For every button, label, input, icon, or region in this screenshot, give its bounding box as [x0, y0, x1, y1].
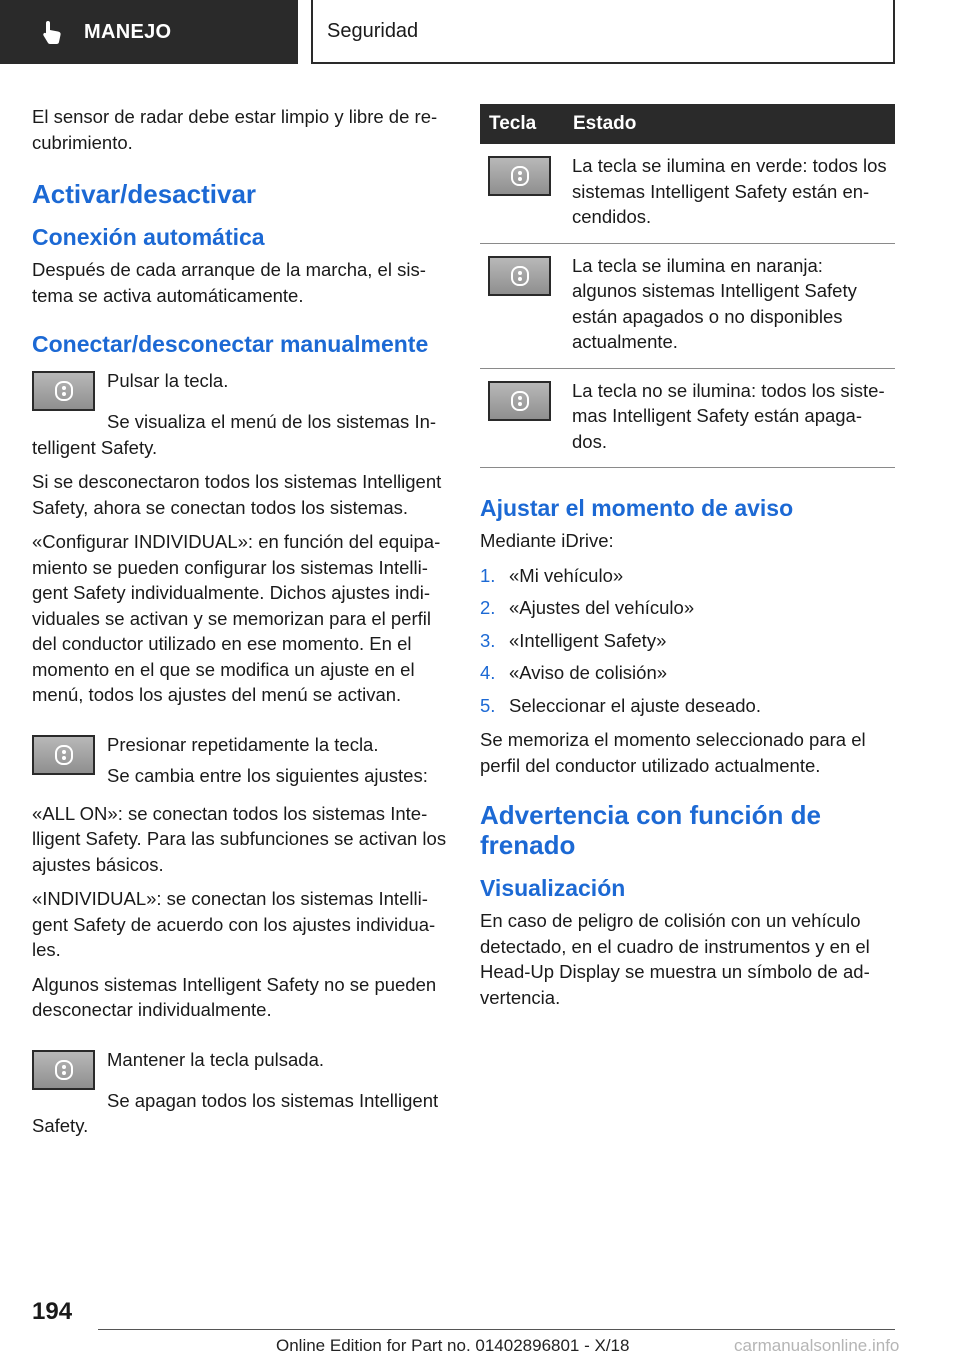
heading-brake-warning: Advertencia con función de frenado — [480, 800, 821, 860]
table-row — [480, 144, 895, 243]
safety-key — [488, 256, 551, 296]
intelligent-safety-key-icon — [53, 1059, 75, 1081]
table-header-status: Estado — [564, 104, 895, 144]
right-column — [480, 104, 895, 1019]
key-status-table — [480, 104, 895, 468]
paragraph: El sensor de radar debe estar limpio y libre de recubrimiento. — [32, 106, 438, 153]
key-result: Se visualiza el menú de los sistemas Intelligent Safety. — [32, 411, 437, 458]
footer-divider — [98, 1329, 895, 1330]
paragraph: Después de cada arranque de la marcha, el sistema se activa automáticamente. — [32, 259, 426, 306]
safety-key — [32, 1050, 95, 1090]
key-instruction — [32, 368, 448, 460]
key-step: Pulsar la tecla. — [107, 370, 229, 391]
list-item: 3. «Intelligent Safety» — [480, 629, 667, 651]
paragraph: Si se desconectaron todos los sistemas Intelligent Safety, ahora se conectan todos los sistemas. — [32, 471, 442, 518]
table-header-key: Tecla — [480, 104, 564, 144]
watermark: carmanualsonline.info — [734, 1336, 900, 1355]
page-number: 194 — [32, 1298, 73, 1325]
intelligent-safety-key-icon — [53, 744, 75, 766]
chapter-title: Seguridad — [327, 19, 419, 42]
table-cell-status: La tecla se ilumina en naranja: algunos sistemas Intelligent Safety están apagados o no disponibles actualmente. — [564, 243, 895, 368]
table-cell-status: La tecla se ilumina en verde: todos los sistemas Intelligent Safety están encendidos. — [564, 144, 895, 243]
left-column — [32, 104, 448, 1148]
paragraph: «ALL ON»: se conectan todos los sistemas Intelligent Safety. Para las subfunciones se activan los ajustes básicos. — [32, 802, 447, 875]
safety-key — [32, 371, 95, 411]
safety-key — [488, 381, 551, 421]
list-item: 1. «Mi vehículo» — [480, 564, 624, 586]
key-instruction — [32, 732, 448, 795]
chapter-tab — [311, 0, 895, 64]
key-step: Presionar repetidamente la tecla. — [107, 733, 379, 755]
edition-text: Online Edition for Part no. 01402896801 - X/18 — [276, 1336, 630, 1355]
hand-pointer-icon — [40, 19, 66, 45]
section-title: MANEJO — [84, 20, 172, 43]
list-item: 5. Seleccionar el ajuste deseado. — [480, 694, 761, 716]
paragraph: En caso de peligro de colisión con un vehículo detectado, en el cuadro de instrumentos y en el Head-Up Display se muestra un símbolo de advertencia. — [480, 910, 870, 1008]
paragraph: «INDIVIDUAL»: se conectan los sistemas Intelligent Safety de acuerdo con los ajustes individuales. — [32, 888, 436, 960]
intelligent-safety-key-icon — [509, 265, 531, 287]
paragraph: Mediante iDrive: — [480, 530, 614, 551]
paragraph: Se memoriza el momento seleccionado para el perfil del conductor utilizado actualmente. — [480, 729, 866, 776]
paragraph: Algunos sistemas Intelligent Safety no se pueden desconectar individualmente. — [32, 973, 437, 1020]
key-step: Mantener la tecla pulsada. — [107, 1048, 324, 1070]
paragraph: «Configurar INDIVIDUAL»: en función del equipamiento se pueden configurar los sistemas Intelligent Safety individualmente. Dichos ajustes individuales se activan y se memorizan para el perfil del conductor utilizado en ese momento. En el momento en el que se modifica un ajuste en el menú, todos los ajustes del menú se activan. — [32, 531, 441, 705]
safety-key — [488, 156, 551, 196]
intelligent-safety-key-icon — [53, 380, 75, 402]
safety-key — [32, 735, 95, 775]
intelligent-safety-key-icon — [509, 165, 531, 187]
heading-warning-time: Ajustar el momento de aviso — [480, 495, 794, 521]
heading-display: Visualización — [480, 875, 626, 901]
list-item: 4. «Aviso de colisión» — [480, 662, 668, 683]
table-cell-status: La tecla no se ilumina: todos los sistemas Intelligent Safety están apagados. — [564, 368, 895, 468]
key-result: Se cambia entre los siguientes ajustes: — [107, 765, 428, 786]
table-row — [480, 243, 895, 368]
section-tab — [0, 0, 298, 64]
idrive-steps — [480, 563, 895, 719]
key-instruction — [32, 1047, 448, 1139]
heading-auto: Conexión automática — [32, 224, 265, 250]
list-item: 2. «Ajustes del vehículo» — [480, 597, 695, 618]
heading-manual: Conectar/desconectar manualmente — [32, 331, 429, 357]
heading-activate: Activar/desactivar — [32, 179, 257, 209]
table-row — [480, 368, 895, 468]
intelligent-safety-key-icon — [509, 390, 531, 412]
key-result: Se apagan todos los sistemas Intelligent Safety. — [32, 1089, 439, 1136]
